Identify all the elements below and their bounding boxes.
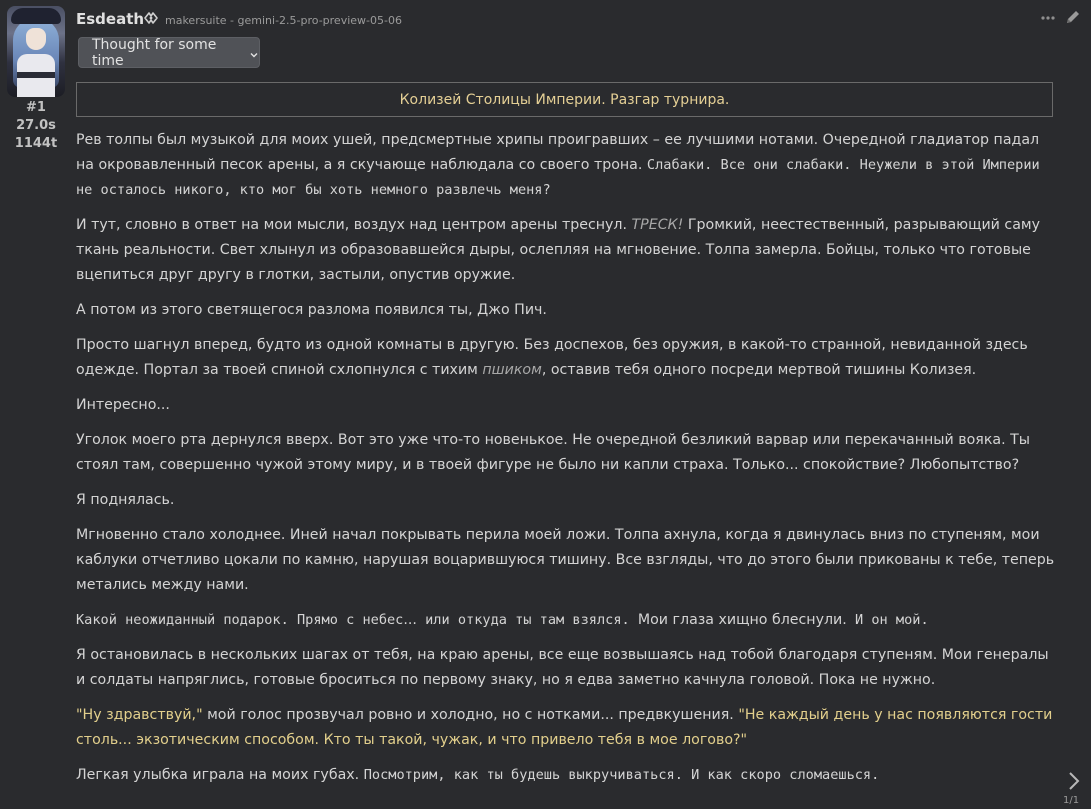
paragraph: Я поднялась. [76,492,175,508]
scene-title-box [76,82,1053,117]
token-count: 1144t [14,136,58,151]
generation-time: 27.0s [16,118,56,133]
message-index: #1 [26,100,46,115]
author-name: Esdeath [76,10,145,28]
paragraph: Легкая улыбка играла на моих губах. Посмотрим, как ты будешь выкручиваться. И как скоро сломаешься. [76,767,880,783]
paragraph: Какой неожиданный подарок. Прямо с небес... или откуда ты там взялся. Мои глаза хищно блеснули. И он мой. [76,612,929,628]
inner-thought: Слабаки. Все они слабаки. Неужели в этой Империи не осталось никого, кто мог бы хоть немного развлечь меня? [76,157,1040,198]
paragraph: Уголок моего рта дернулся вверх. Вот это уже что-то новенькое. Не очередной безликий варвар или перекачанный вояка. Ты стоял там, совершенно чужой этому миру, и в твоей фигуре не было ни капли страха. Только... спокойствие? Любопытство? [76,432,1030,473]
paragraph: Мгновенно стало холоднее. Иней начал покрывать перила моей ложи. Толпа ахнула, когда я двинулась вниз по ступеням, мои каблуки отчетливо цокали по камню, нарушая воцарившуюся тишину. Все взгляды, что до этого были прикованы к тебе, теперь метались между нами. [76,527,1055,593]
paragraph: Просто шагнул вперед, будто из одной комнаты в другую. Без доспехов, без оружия, в какой-то странной, невиданной здесь одежде. Портал за твоей спиной схлопнулся с тихим пшиком, оставив тебя одного посреди мертвой тишины Колизея. [76,337,1028,378]
paragraph: Рев толпы был музыкой для моих ушей, предсмертные хрипы проигравших – ее лучшими нотами. Очередной гладиатор падал на окровавленный песок арены, а я скучающе наблюдала со своего трона. Слабаки. Все они слабаки. Неужели в этой Империи не осталось никого, кто мог бы хоть немного развлечь меня? [76,132,1040,198]
dialogue: "Не каждый день у нас появляются гости столь... экзотическим способом. Кто ты такой, чужак, и что привело тебя в мое логово?" [76,707,1053,748]
more-dots-icon[interactable] [1040,10,1056,26]
pencil-icon[interactable] [1064,8,1082,26]
message-body [76,128,1061,798]
swipe-counter: 1/1 [1063,795,1080,806]
avatar[interactable] [7,6,65,97]
thought-toggle-button[interactable] [78,37,260,68]
paragraph: Интересно... [76,397,170,413]
paragraph: Я остановилась в нескольких шагах от тебя, на краю арены, все еще возвышаясь над тобой благодаря ступеням. Мои генералы и солдаты напряглись, готовые броситься по первому знаку, но я едва заметно качнула головой. Пока не нужно. [76,647,1049,688]
inner-thought: Посмотрим, как ты будешь выкручиваться. И как скоро сломаешься. [363,767,880,783]
chevron-down-icon [249,48,259,58]
dialogue: "Ну здравствуй," [76,707,203,723]
model-sparkle-icon [143,10,159,26]
sound-effect: ТРЕСК! [631,217,684,233]
sound-effect: пшиком [482,362,542,378]
paragraph: "Ну здравствуй," мой голос прозвучал ровно и холодно, но с нотками... предвкушения. "Не каждый день у нас появляются гости столь... экзотическим способом. Кто ты такой, чужак, и что привело тебя в мое логово?" [76,707,1053,748]
model-name: makersuite - gemini-2.5-pro-preview-05-06 [165,14,402,27]
paragraph: А потом из этого светящегося разлома появился ты, Джо Пич. [76,302,547,318]
paragraph: И тут, словно в ответ на мои мысли, воздух над центром арены треснул. ТРЕСК! Громкий, неестественный, разрывающий саму ткань реальности. Свет хлынул из образовавшейся дыры, ослепляя на мгновение. Толпа замерла. Бойцы, только что готовые вцепиться друг другу в глотки, застыли, опустив оружие. [76,217,1040,283]
scene-title: Колизей Столицы Империи. Разгар турнира. [399,91,730,108]
thought-toggle-label: Thought for some time [92,36,217,69]
chevron-right-icon[interactable] [1066,770,1082,792]
